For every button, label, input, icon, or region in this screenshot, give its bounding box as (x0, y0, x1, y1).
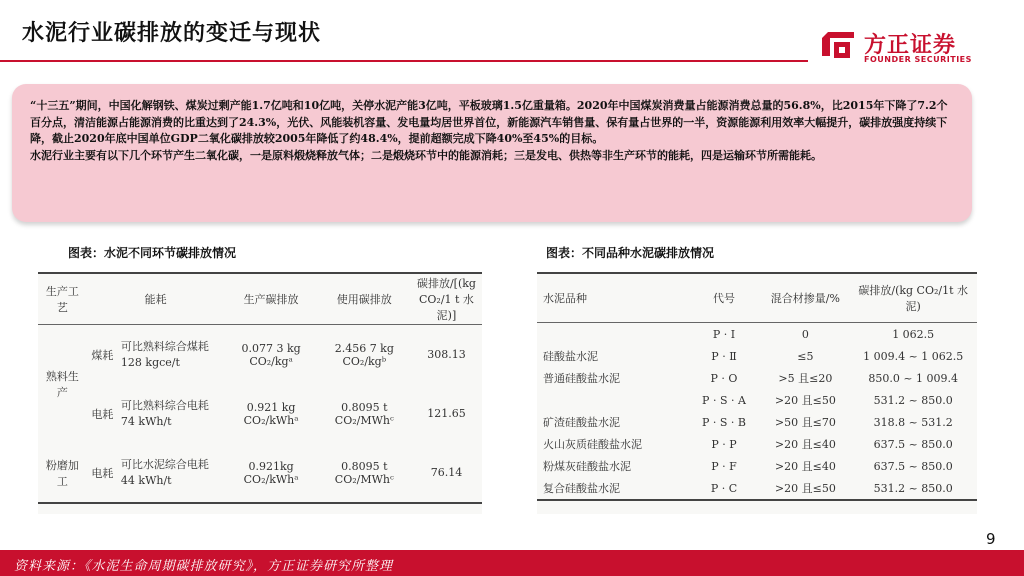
cell-emission: 637.5 ~ 850.0 (873, 459, 953, 473)
cell-mix: >50 且≤70 (774, 416, 836, 429)
cell-code: P · O (710, 371, 738, 385)
cell-code: P · P (711, 437, 737, 451)
cell-code: P · F (711, 459, 737, 473)
cell-mix: ≤5 (797, 349, 814, 363)
table-row (537, 345, 977, 367)
header-use-emission: 使用碳排放 (318, 273, 411, 325)
cell-type: 电耗 (87, 443, 118, 503)
cell-production: 0.921kg CO₂/kWhᵃ (224, 443, 317, 503)
header-admixture: 混合材掺量/% (761, 273, 849, 323)
source-note: 资料来源：《水泥生命周期碳排放研究》，方正证券研究所整理 (14, 559, 394, 574)
page-number: 9 (986, 530, 996, 548)
cell-total: 308.13 (427, 348, 466, 361)
figure1-caption: 图表：水泥不同环节碳排放情况 (68, 246, 237, 260)
header-emission: 碳排放/(kg CO₂/1t 水泥) (849, 273, 977, 323)
cell-mix: >20 且≤40 (774, 438, 836, 451)
header-energy: 能耗 (87, 273, 225, 325)
cell-total: 76.14 (411, 443, 482, 503)
table-row (38, 384, 482, 443)
table-row (537, 389, 977, 411)
table-row (537, 323, 977, 346)
summary-paragraph-2: 水泥行业主要有以下几个环节产生二氧化碳，一是原料煅烧释放气体；二是煅烧环节中的能源消耗；三是发电、供热等非生产环节的能耗，四是运输环节所需能耗。 (30, 148, 822, 162)
cell-mix: >20 且≤50 (761, 477, 849, 500)
title-divider (0, 60, 808, 62)
cell-kind: 普通硅酸盐水泥 (543, 372, 620, 385)
emission-by-stage-table (38, 272, 482, 504)
cell-process: 粉磨加工 (38, 443, 87, 503)
cell-mix: >5 且≤20 (778, 372, 833, 385)
table-row (38, 325, 482, 385)
cell-type: 煤耗 (91, 348, 114, 362)
header-total-emission: 碳排放/[(kg CO₂/1 t 水泥)] (411, 273, 482, 325)
cell-process: 熟料生产 (45, 370, 79, 399)
cell-use: 0.8095 t CO₂/MWhᶜ (318, 443, 411, 503)
cell-production: 0.921 kg CO₂/kWhᵃ (243, 400, 299, 427)
cell-emission: 850.0 ~ 1 009.4 (868, 371, 959, 385)
founder-securities-logo (818, 28, 998, 68)
summary-paragraph-1: “十三五”期间，中国化解钢铁、煤炭过剩产能1.7亿吨和10亿吨，关停水泥产能3亿吨，平板玻璃1.5亿重量箱。2020年中国煤炭消费量占能源消费总量的56.8%，比2015年下降了7.2个百分点，清洁能源占能源消费的比重达到了24.3%，光伏、风能装机容量、发电量均居世界首位，新能源汽车销售量、保有量占世界的一半，资源能源利用效率大幅提升，碳排放强度持续下降，截止2020年底中国单位GDP二氧化碳排放较2005年降低了约48.4%，提前超额完成下降40%至45%的目标。 (30, 99, 948, 145)
footer-bar (0, 550, 1024, 576)
logo-name: 方正证券 (864, 33, 957, 58)
cell-mix: >20 且≤40 (774, 460, 836, 473)
figure2-caption: 图表：不同品种水泥碳排放情况 (546, 246, 715, 260)
header-cement-type: 水泥品种 (537, 273, 687, 323)
table-header-row (537, 273, 977, 323)
page-title: 水泥行业碳排放的变迁与现状 (22, 21, 322, 46)
table-header-row (38, 273, 482, 325)
cell-emission: 318.8 ~ 531.2 (873, 415, 953, 429)
cell-kind: 矿渣硅酸盐水泥 (543, 416, 620, 429)
figure2-image (537, 272, 977, 514)
table-row (537, 455, 977, 477)
cell-kind: 火山灰质硅酸盐水泥 (543, 438, 642, 451)
cell-production: 0.077 3 kg CO₂/kgᵃ (241, 341, 301, 368)
cell-use: 2.456 7 kg CO₂/kgᵇ (334, 341, 394, 368)
logo-english-name: FOUNDER SECURITIES (864, 55, 972, 64)
summary-box (12, 84, 972, 222)
cell-emission: 531.2 ~ 850.0 (849, 477, 977, 500)
table-row (38, 443, 482, 503)
cell-total: 121.65 (427, 407, 466, 420)
cell-energy: 可比熟料综合电耗 74 kWh/t (120, 398, 209, 428)
emission-by-cement-type-table (537, 272, 977, 501)
table-row (537, 477, 977, 500)
cell-code: P · S · A (702, 393, 746, 407)
cell-code: P · I (712, 327, 736, 341)
founder-logo-icon (818, 30, 858, 60)
header-process: 生产工艺 (38, 273, 87, 325)
cell-code: P · Ⅱ (711, 349, 737, 363)
cell-emission: 637.5 ~ 850.0 (873, 437, 953, 451)
cell-kind: 硅酸盐水泥 (543, 350, 598, 363)
cell-energy: 可比水泥综合电耗 44 kWh/t (118, 443, 225, 503)
cell-emission: 1 009.4 ~ 1 062.5 (863, 349, 964, 363)
cell-type: 电耗 (91, 407, 114, 421)
cell-code: P · C (687, 477, 762, 500)
header-production-emission: 生产碳排放 (224, 273, 317, 325)
cell-kind (537, 389, 687, 411)
figure1-image (38, 272, 482, 514)
cell-kind (537, 323, 687, 346)
table-row (537, 367, 977, 389)
cell-kind: 粉煤灰硅酸盐水泥 (543, 460, 631, 473)
cell-code: P · S · B (701, 415, 746, 429)
cell-use: 0.8095 t CO₂/MWhᶜ (334, 400, 394, 427)
header-code: 代号 (687, 273, 762, 323)
cell-mix: 0 (801, 327, 809, 341)
cell-emission: 1 062.5 (892, 327, 935, 341)
cell-emission: 531.2 ~ 850.0 (873, 393, 953, 407)
table-row (537, 433, 977, 455)
cell-energy: 可比熟料综合煤耗 128 kgce/t (120, 339, 209, 369)
cell-mix: >20 且≤50 (774, 394, 836, 407)
cell-kind: 复合硅酸盐水泥 (537, 477, 687, 500)
table-row (537, 411, 977, 433)
